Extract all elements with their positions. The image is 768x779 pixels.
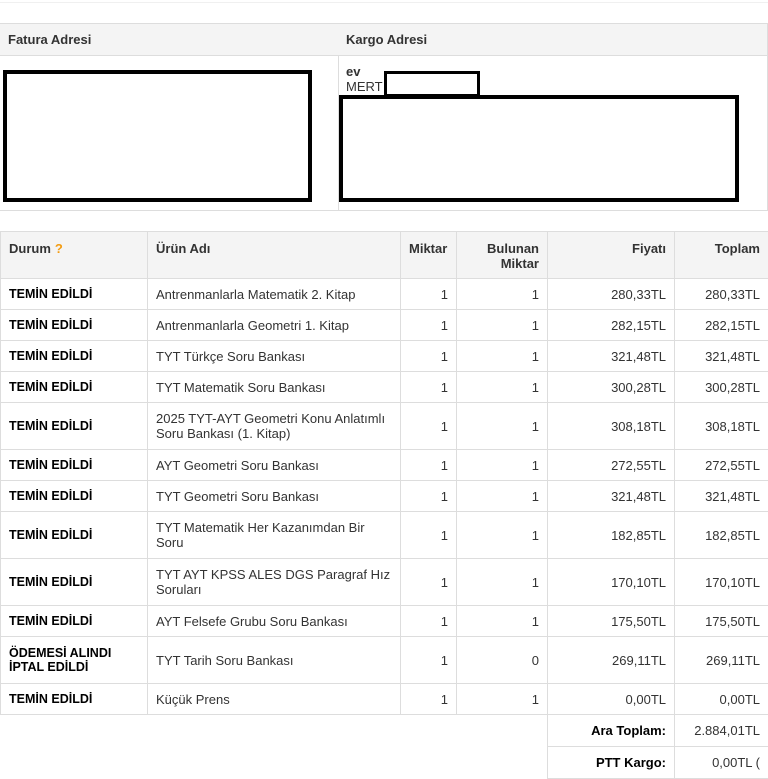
order-status: TEMİN EDİLDİ xyxy=(1,684,148,715)
product-name: TYT Matematik Soru Bankası xyxy=(148,372,401,403)
shipping-address-header: Kargo Adresi xyxy=(338,24,767,56)
order-status: TEMİN EDİLDİ xyxy=(1,481,148,512)
total-column-header: Toplam xyxy=(675,232,768,279)
table-row xyxy=(1,310,768,341)
line-total: 300,28TL xyxy=(675,372,768,403)
order-status: TEMİN EDİLDİ xyxy=(1,606,148,637)
table-header-row xyxy=(1,232,768,279)
unit-price: 300,28TL xyxy=(548,372,675,403)
shipping-cost-label: PTT Kargo: xyxy=(548,747,675,779)
product-name: TYT Matematik Her Kazanımdan Bir Soru xyxy=(148,512,401,559)
table-row xyxy=(1,684,768,715)
found-quantity: 1 xyxy=(457,279,548,310)
shipping-cost-value: 0,00TL ( xyxy=(675,747,768,779)
product-name: 2025 TYT-AYT Geometri Konu Anlatımlı Soru Bankası (1. Kitap) xyxy=(148,403,401,450)
order-status: TEMİN EDİLDİ xyxy=(1,512,148,559)
quantity: 1 xyxy=(401,481,457,512)
subtotal-value: 2.884,01TL xyxy=(675,715,768,747)
quantity: 1 xyxy=(401,559,457,606)
product-name: Küçük Prens xyxy=(148,684,401,715)
line-total: 175,50TL xyxy=(675,606,768,637)
unit-price: 321,48TL xyxy=(548,341,675,372)
quantity: 1 xyxy=(401,310,457,341)
product-name: AYT Geometri Soru Bankası xyxy=(148,450,401,481)
order-status: TEMİN EDİLDİ xyxy=(1,559,148,606)
found-quantity: 1 xyxy=(457,341,548,372)
line-total: 321,48TL xyxy=(675,341,768,372)
subtotal-row xyxy=(1,715,768,747)
table-row xyxy=(1,606,768,637)
found-quantity: 1 xyxy=(457,372,548,403)
qty-column-header: Miktar xyxy=(401,232,457,279)
found-qty-column-header: Bulunan Miktar xyxy=(457,232,548,279)
table-row xyxy=(1,512,768,559)
unit-price: 282,15TL xyxy=(548,310,675,341)
product-name: AYT Felsefe Grubu Soru Bankası xyxy=(148,606,401,637)
found-quantity: 1 xyxy=(457,310,548,341)
unit-price: 175,50TL xyxy=(548,606,675,637)
found-quantity: 1 xyxy=(457,403,548,450)
line-total: 269,11TL xyxy=(675,637,768,684)
found-quantity: 1 xyxy=(457,606,548,637)
table-row xyxy=(1,403,768,450)
order-status: TEMİN EDİLDİ xyxy=(1,450,148,481)
quantity: 1 xyxy=(401,279,457,310)
quantity: 1 xyxy=(401,512,457,559)
table-row xyxy=(1,372,768,403)
found-quantity: 1 xyxy=(457,450,548,481)
order-status: TEMİN EDİLDİ xyxy=(1,279,148,310)
unit-price: 280,33TL xyxy=(548,279,675,310)
line-total: 308,18TL xyxy=(675,403,768,450)
unit-price: 0,00TL xyxy=(548,684,675,715)
table-row xyxy=(1,637,768,684)
shipping-address-name: MERT xyxy=(346,79,383,94)
product-name: Antrenmanlarla Geometri 1. Kitap xyxy=(148,310,401,341)
order-status: TEMİN EDİLDİ xyxy=(1,372,148,403)
unit-price: 269,11TL xyxy=(548,637,675,684)
table-row xyxy=(1,481,768,512)
unit-price: 321,48TL xyxy=(548,481,675,512)
quantity: 1 xyxy=(401,606,457,637)
quantity: 1 xyxy=(401,403,457,450)
product-name: TYT AYT KPSS ALES DGS Paragraf Hız Soruları xyxy=(148,559,401,606)
shipping-address-column xyxy=(338,24,768,210)
found-quantity: 0 xyxy=(457,637,548,684)
billing-address-header: Fatura Adresi xyxy=(0,24,338,56)
unit-price: 308,18TL xyxy=(548,403,675,450)
line-total: 0,00TL xyxy=(675,684,768,715)
quantity: 1 xyxy=(401,341,457,372)
found-quantity: 1 xyxy=(457,481,548,512)
shipping-name-redaction xyxy=(384,71,480,97)
table-row xyxy=(1,450,768,481)
billing-address-column xyxy=(0,24,339,210)
unit-price: 272,55TL xyxy=(548,450,675,481)
order-status: TEMİN EDİLDİ xyxy=(1,341,148,372)
product-name: TYT Tarih Soru Bankası xyxy=(148,637,401,684)
address-table xyxy=(0,23,768,211)
found-quantity: 1 xyxy=(457,559,548,606)
table-row xyxy=(1,559,768,606)
top-divider xyxy=(0,0,768,3)
status-column-header: Durum ? xyxy=(1,232,148,279)
found-quantity: 1 xyxy=(457,684,548,715)
product-column-header: Ürün Adı xyxy=(148,232,401,279)
found-quantity: 1 xyxy=(457,512,548,559)
quantity: 1 xyxy=(401,372,457,403)
table-row xyxy=(1,279,768,310)
shipping-address-redaction xyxy=(339,95,739,202)
product-name: TYT Geometri Soru Bankası xyxy=(148,481,401,512)
unit-price: 170,10TL xyxy=(548,559,675,606)
quantity: 1 xyxy=(401,637,457,684)
unit-price: 182,85TL xyxy=(548,512,675,559)
shipping-address-label: ev xyxy=(346,64,360,79)
price-column-header: Fiyatı xyxy=(548,232,675,279)
status-help-icon[interactable]: ? xyxy=(55,241,63,256)
quantity: 1 xyxy=(401,684,457,715)
order-status: TEMİN EDİLDİ xyxy=(1,403,148,450)
line-total: 272,55TL xyxy=(675,450,768,481)
line-total: 280,33TL xyxy=(675,279,768,310)
billing-address-redaction xyxy=(3,70,312,202)
line-total: 170,10TL xyxy=(675,559,768,606)
order-status: TEMİN EDİLDİ xyxy=(1,310,148,341)
line-total: 282,15TL xyxy=(675,310,768,341)
quantity: 1 xyxy=(401,450,457,481)
order-items-table xyxy=(0,231,768,779)
product-name: Antrenmanlarla Matematik 2. Kitap xyxy=(148,279,401,310)
product-name: TYT Türkçe Soru Bankası xyxy=(148,341,401,372)
line-total: 321,48TL xyxy=(675,481,768,512)
table-row xyxy=(1,341,768,372)
subtotal-label: Ara Toplam: xyxy=(548,715,675,747)
shipping-cost-row xyxy=(1,747,768,779)
line-total: 182,85TL xyxy=(675,512,768,559)
order-status: ÖDEMESİ ALINDI İPTAL EDİLDİ xyxy=(1,637,148,684)
